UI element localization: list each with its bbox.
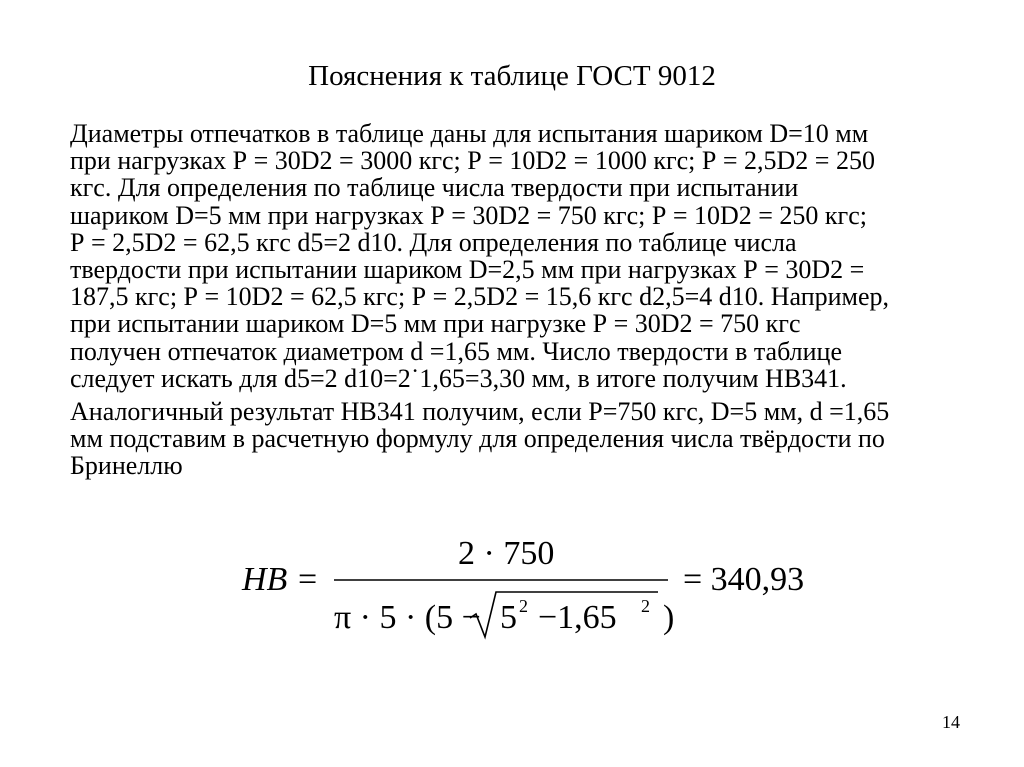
formula-radicand-base: 5 bbox=[500, 599, 517, 636]
formula-closing-paren: ) bbox=[663, 599, 675, 636]
page-number: 14 bbox=[942, 712, 960, 732]
text-line: Диаметры отпечатков в таблице даны для испытания шариком D=10 мм bbox=[70, 119, 869, 148]
text-line: при испытании шариком D=5 мм при нагрузке Р = 30D2 = 750 кгс bbox=[70, 309, 801, 339]
text-line: мм подставим в расчетную формулу для определения числа твёрдости по bbox=[70, 424, 885, 454]
brinell-formula bbox=[236, 528, 836, 648]
paragraph-1 bbox=[70, 120, 970, 392]
text-line: 187,5 кгс; Р = 10D2 = 62,5 кгс; Р = 2,5D2 = 15,6 кгс d2,5=4 d10. Например, bbox=[70, 282, 890, 312]
formula-lhs: HB bbox=[242, 561, 288, 598]
formula-numerator: 2 · 750 bbox=[458, 535, 555, 572]
text-line: получен отпечаток диаметром d =1,65 мм. Число твердости в таблице bbox=[70, 336, 843, 366]
slide-title: Пояснения к таблице ГОСТ 9012 bbox=[308, 60, 716, 92]
explanation-text bbox=[70, 120, 970, 480]
text-line: Бринеллю bbox=[70, 451, 183, 481]
text-line: Р = 2,5D2 = 62,5 кгс d5=2 d10. Для определения по таблице числа bbox=[70, 227, 797, 257]
formula-equals-left: = bbox=[298, 561, 318, 598]
text-line: при нагрузках Р = 30D2 = 3000 кгс; Р = 10D2 = 1000 кгс; Р = 2,5D2 = 250 bbox=[70, 146, 875, 176]
formula-minus-term: −1,65 bbox=[538, 599, 617, 636]
formula-result: = 340,93 bbox=[683, 561, 805, 598]
text-line: кгс. Для определения по таблице числа твердости при испытании bbox=[70, 173, 799, 203]
text-line: следует искать для d5=2 d10=2˙1,65=3,30 мм, в итоге получим НВ341. bbox=[70, 363, 847, 393]
formula-exponent-1: 2 bbox=[519, 596, 528, 616]
formula-exponent-2: 2 bbox=[641, 596, 650, 616]
text-line: Аналогичный результат НВ341 получим, если Р=750 кгс, D=5 мм, d =1,65 bbox=[70, 397, 890, 427]
text-line: твердости при испытании шариком D=2,5 мм при нагрузках Р = 30D2 = bbox=[70, 255, 865, 285]
formula-denominator-prefix: π · 5 · (5 − bbox=[334, 599, 481, 636]
text-line: шариком D=5 мм при нагрузках Р = 30D2 = 750 кгс; Р = 10D2 = 250 кгс; bbox=[70, 200, 867, 230]
paragraph-2 bbox=[70, 398, 970, 480]
